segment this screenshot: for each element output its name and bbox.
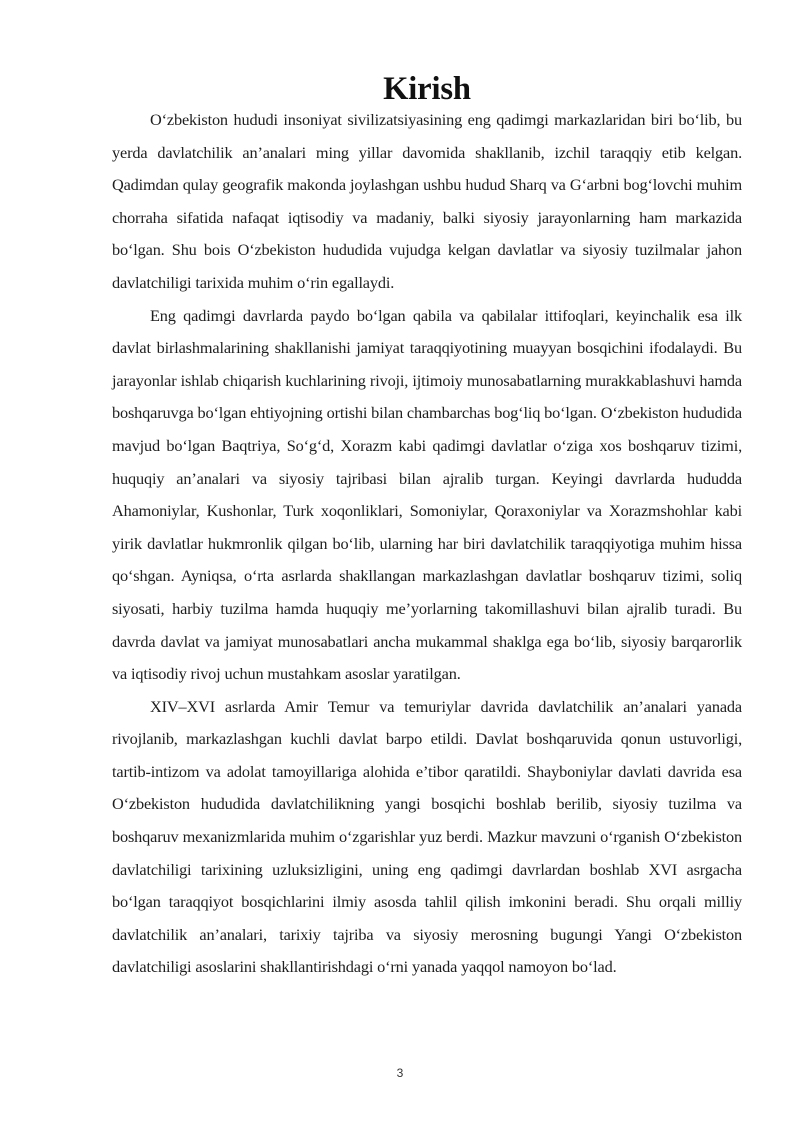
paragraph-ancient-states: Eng qadimgi davrlarda paydo bo‘lgan qabila va qabilalar ittifoqlari, keyinchalik esa ilk davlat birlashmalarining shakllanishi jamiyat taraqqiyotining muayyan bosqichini ifodalaydi. Bu jarayonlar ishlab chiqarish kuchlarining rivoji, ijtimoiy munosabatlarning murakkablashuvi hamda boshqaruvga bo‘lgan ehtiyojning ortishi bilan chambarchas bog‘liq bo‘lgan. O‘zbekiston hududida mavjud bo‘lgan Baqtriya, So‘g‘d, Xorazm kabi qadimgi davlatlar o‘ziga xos boshqaruv tizimi, huquqiy an’analari va siyosiy tajribasi bilan ajralib turgan. Keyingi davrlarda hududda Ahamoniylar, Kushonlar, Turk xoqonliklari, Somoniylar, Qoraxoniylar va Xorazmshohlar kabi yirik davlatlar hukmronlik qilgan bo‘lib, ularning har biri davlatchilik taraqqiyotiga muhim hissa qo‘shgan. Ayniqsa, o‘rta asrlarda shakllangan markazlashgan davlatlar boshqaruv tizimi, soliq siyosati, harbiy tuzilma hamda huquqiy me’yorlarning takomillashuvi bilan ajralib turadi. Bu davrda davlat va jamiyat munosabatlari ancha mukammal shaklga ega bo‘lib, siyosiy barqarorlik va iqtisodiy rivoj uchun mustahkam asoslar yaratilgan. — [112, 305, 742, 684]
page-content — [112, 71, 742, 984]
section-title: Kirish — [383, 71, 471, 107]
paragraph-intro: O‘zbekiston hududi insoniyat sivilizatsiyasining eng qadimgi markazlaridan biri bo‘lib, bu yerda davlatchilik an’analari ming yillar davomida shakllanib, izchil taraqqiy etib kelgan. Qadimdan qulay geografik makonda joylashgan ushbu hudud Sharq va G‘arbni bog‘lovchi muhim chorraha sifatida nafaqat iqtisodiy va madaniy, balki siyosiy jarayonlarning ham markazida bo‘lgan. Shu bois O‘zbekiston hududida vujudga kelgan davlatlar va siyosiy tuzilmalar jahon davlatchiligi tarixida muhim o‘rin egallaydi. — [112, 110, 742, 292]
page-number: 3 — [396, 1066, 404, 1080]
paragraph-temurid-era: XIV–XVI asrlarda Amir Temur va temuriylar davrida davlatchilik an’analari yanada rivojlanib, markazlashgan kuchli davlat barpo etildi. Davlat boshqaruvida qonun ustuvorligi, tartib-intizom va adolat tamoyillariga alohida e’tibor qaratildi. Shayboniylar davlati davrida esa O‘zbekiston hududida davlatchilikning yangi bosqichi boshlab berilib, siyosiy tuzilma va boshqaruv mexanizmlarida muhim o‘zgarishlar yuz berdi. Mazkur mavzuni o‘rganish O‘zbekiston davlatchiligi tarixining uzluksizligini, uning eng qadimgi davrlardan boshlab XVI asrgacha bo‘lgan taraqqiyot bosqichlarini ilmiy asosda tahlil qilish imkonini beradi. Shu orqali milliy davlatchilik an’analari, tarixiy tajriba va siyosiy merosning bugungi Yangi O‘zbekiston davlatchiligi asoslarini shakllantirishdagi o‘rni yanada yaqqol namoyon bo‘lad. — [112, 696, 742, 977]
